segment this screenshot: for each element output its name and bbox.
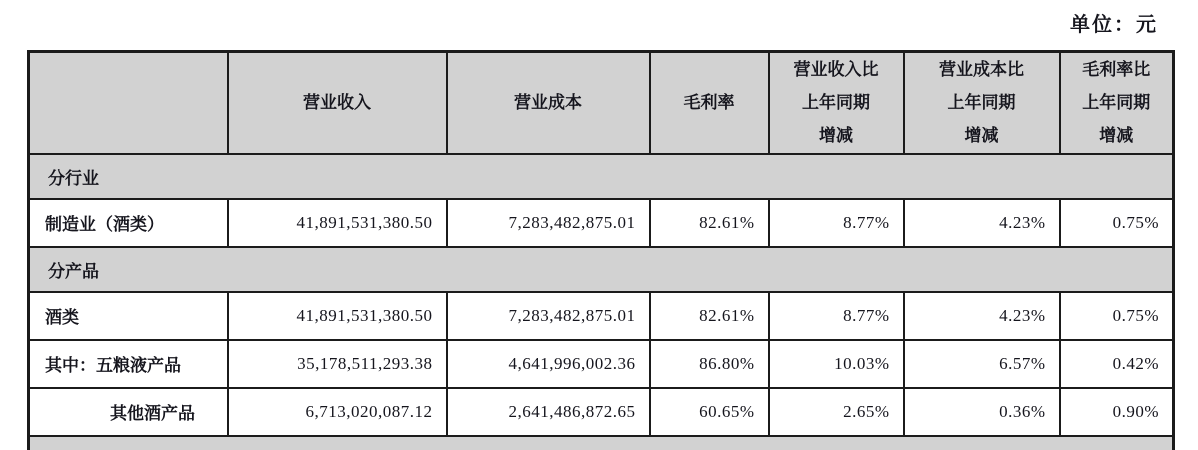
table-row-liquor: [29, 292, 1174, 340]
header-label-line: 上年同期: [1082, 93, 1151, 113]
unit-label: 单位：元: [1070, 14, 1158, 36]
cell-revenue-yoy: 8.77%: [769, 199, 904, 247]
cell-gross-margin: 82.61%: [650, 199, 769, 247]
header-label: 毛利率: [683, 93, 735, 113]
header-label-line: 上年同期: [802, 93, 870, 113]
header-cell-cost: [447, 52, 650, 154]
cell-margin-yoy: 0.42%: [1060, 340, 1174, 388]
row-label: 酒类: [29, 292, 228, 340]
cell-margin-yoy: 0.90%: [1060, 388, 1174, 436]
cell-gross-margin: 86.80%: [650, 340, 769, 388]
cell-cost: 2,641,486,872.65: [447, 388, 650, 436]
row-label: 制造业（酒类）: [29, 199, 228, 247]
table-row-wuliangye-products: [29, 340, 1174, 388]
cell-gross-margin: 60.65%: [650, 388, 769, 436]
section-label: 分产品: [29, 247, 1174, 292]
header-cell-cost-yoy: [904, 52, 1060, 154]
cell-cost: 7,283,482,875.01: [447, 292, 650, 340]
table-row-manufacturing-liquor: [29, 199, 1174, 247]
table-row-other-liquor-products: [29, 388, 1174, 436]
cell-cost: 4,641,996,002.36: [447, 340, 650, 388]
cell-revenue-yoy: 10.03%: [769, 340, 904, 388]
cell-margin-yoy: 0.75%: [1060, 292, 1174, 340]
cell-revenue: 41,891,531,380.50: [228, 199, 447, 247]
cell-cost-yoy: 4.23%: [904, 292, 1060, 340]
cell-cost: 7,283,482,875.01: [447, 199, 650, 247]
section-row-partial: [29, 436, 1174, 450]
header-label-line: 增减: [819, 126, 853, 146]
cell-revenue-yoy: 2.65%: [769, 388, 904, 436]
row-label: 其他酒产品: [29, 388, 228, 436]
cell-gross-margin: 82.61%: [650, 292, 769, 340]
cell-cost-yoy: 0.36%: [904, 388, 1060, 436]
section-label: 分行业: [29, 154, 1174, 199]
header-label: 营业收入: [303, 93, 371, 113]
cell-revenue-yoy: 8.77%: [769, 292, 904, 340]
cell-margin-yoy: 0.75%: [1060, 199, 1174, 247]
header-label-line: 营业成本比: [939, 60, 1024, 80]
header-cell-gross-margin: [650, 52, 769, 154]
cell-cost-yoy: 4.23%: [904, 199, 1060, 247]
section-row-by-product: [29, 247, 1174, 292]
header-label-line: 增减: [964, 126, 999, 146]
cell-revenue: 41,891,531,380.50: [228, 292, 447, 340]
header-cell-margin-yoy: [1060, 52, 1174, 154]
header-label-line: 上年同期: [947, 93, 1016, 113]
header-cell-empty: [29, 52, 228, 154]
header-cell-revenue-yoy: [769, 52, 904, 154]
header-cell-revenue: [228, 52, 447, 154]
table-header-row: [29, 52, 1174, 154]
cell-cost-yoy: 6.57%: [904, 340, 1060, 388]
header-label-line: 营业收入比: [793, 60, 879, 80]
row-label: 其中：五粮液产品: [29, 340, 228, 388]
cell-revenue: 35,178,511,293.38: [228, 340, 447, 388]
header-label: 营业成本: [514, 93, 582, 113]
header-label-line: 毛利率比: [1082, 60, 1151, 80]
cell-revenue: 6,713,020,087.12: [228, 388, 447, 436]
section-row-by-industry: [29, 154, 1174, 199]
section-label: [29, 436, 1174, 450]
header-label-line: 增减: [1099, 126, 1134, 146]
revenue-cost-margin-table: [27, 50, 1175, 450]
